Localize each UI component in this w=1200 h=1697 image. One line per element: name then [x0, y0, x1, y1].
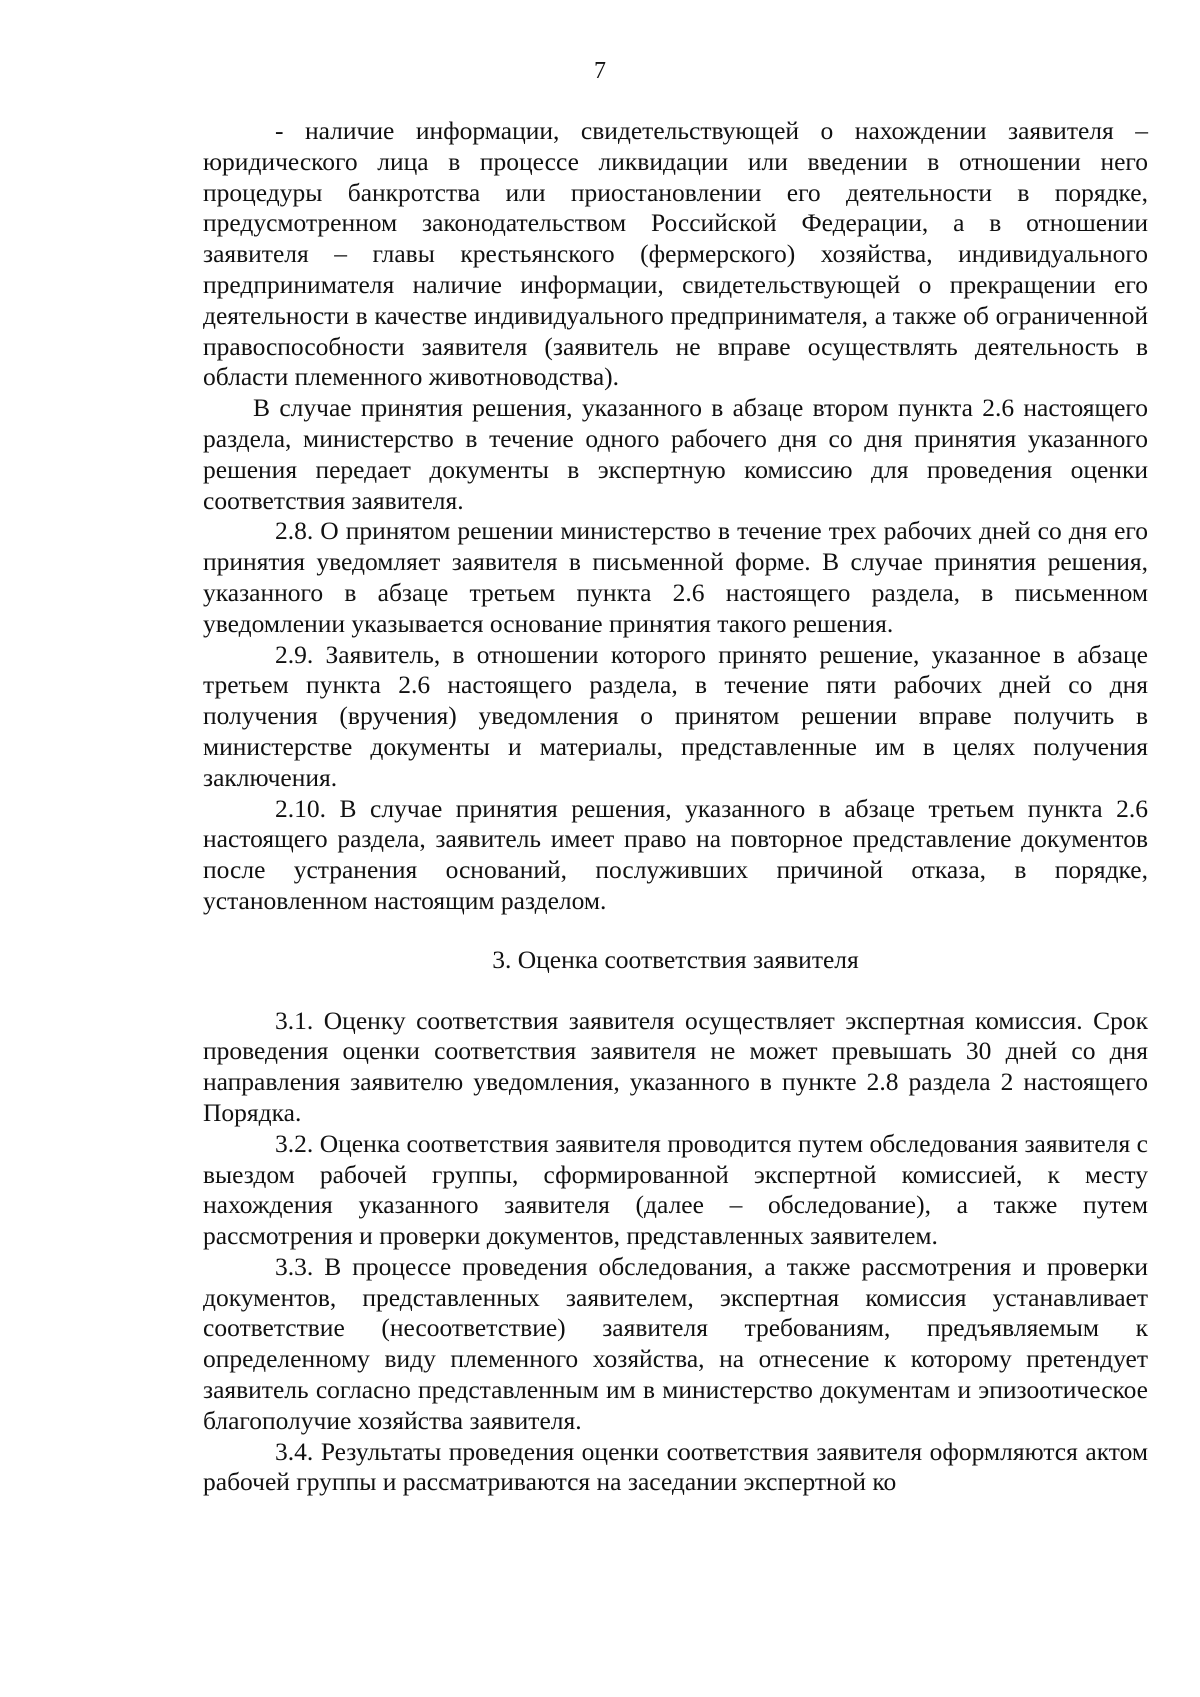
- paragraph-2-8: 2.8. О принятом решении министерство в течение трех рабочих дней со дня его принятия уведомляет заявителя в письменной форме. В случае принятия решения, указанного в абзаце третьем пункта 2.6 настоящего раздела, в письменном уведомлении указывается основание принятия такого решения.: [203, 516, 1148, 638]
- page-number: 7: [594, 58, 606, 84]
- paragraph-3-2: 3.2. Оценка соответствия заявителя проводится путем обследования заявителя с выездом рабочей группы, сформированной экспертной комиссией, к месту нахождения указанного заявителя (далее – обследование), а также путем рассмотрения и проверки документов, представленных заявителем.: [203, 1128, 1148, 1251]
- document-body: [203, 116, 1148, 1498]
- paragraph-3-4: 3.4. Результаты проведения оценки соответствия заявителя оформляются актом рабочей группы и рассматриваются на заседании экспертной ко: [203, 1436, 1148, 1497]
- section-heading: 3. Оценка соответствия заявителя: [492, 944, 859, 974]
- paragraph-2-10: 2.10. В случае принятия решения, указанного в абзаце третьем пункта 2.6 настоящего раздела, заявитель имеет право на повторное представление документов после устранения оснований, послуживших причиной отказа, в порядке, установленном настоящим разделом.: [203, 793, 1148, 915]
- paragraph-3-1: 3.1. Оценку соответствия заявителя осуществляет экспертная комиссия. Срок проведения оценки соответствия заявителя не может превышать 30 дней со дня направления заявителю уведомления, указанного в пункте 2.8 раздела 2 настоящего Порядка.: [203, 1005, 1148, 1127]
- paragraph-2-9: 2.9. Заявитель, в отношении которого принято решение, указанное в абзаце третьем пункта 2.6 настоящего раздела, в течение пяти рабочих дней со дня получения (вручения) уведомления о принятом решении вправе получить в министерстве документы и материалы, представленные им в целях получения заключения.: [203, 639, 1148, 792]
- paragraph-decision-transfer: В случае принятия решения, указанного в абзаце втором пункта 2.6 настоящего раздела, министерство в течение одного рабочего дня со дня принятия указанного решения передает документы в экспертную комиссию для проведения оценки соответствия заявителя.: [203, 393, 1148, 515]
- paragraph-3-3: 3.3. В процессе проведения обследования, а также рассмотрения и проверки документов, представленных заявителем, экспертная комиссия устанавливает соответствие (несоответствие) заявителя требованиям, предъявляемым к определенному виду племенного хозяйства, на отнесение к которому претендует заявитель согласно представленным им в министерство документам и эпизоотическое благополучие хозяйства заявителя.: [203, 1251, 1148, 1435]
- paragraph-liquidation-info: - наличие информации, свидетельствующей о нахождении заявителя – юридического лица в процессе ликвидации или введении в отношении него процедуры банкротства или приостановлении его деятельности в порядке, предусмотренном законодательством Российской Федерации, а в отношении заявителя – главы крестьянского (фермерского) хозяйства, индивидуального предпринимателя наличие информации, свидетельствующей о прекращении его деятельности в качестве индивидуального предпринимателя, а также об ограниченной правоспособности заявителя (заявитель не вправе осуществлять деятельность в области племенного животноводства).: [203, 116, 1148, 392]
